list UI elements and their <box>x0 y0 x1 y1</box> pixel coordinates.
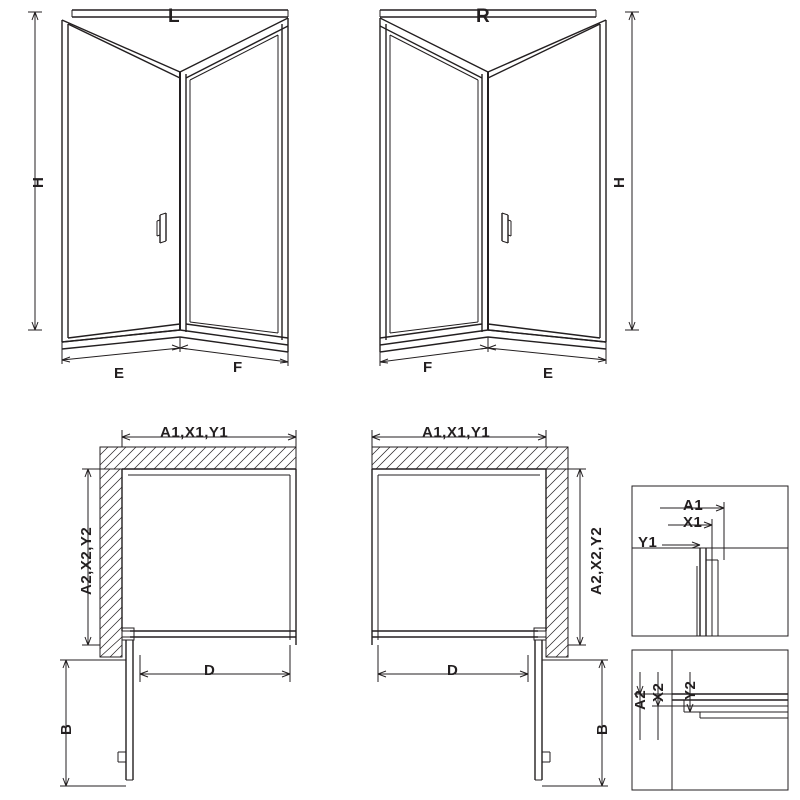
label-plan-right-top: A1,X1,Y1 <box>422 424 491 441</box>
label-swing-right: B <box>594 723 611 735</box>
plan-left-view <box>60 430 296 786</box>
label-door-right: D <box>447 662 459 679</box>
label-view-right: R <box>476 6 491 27</box>
detail-bottom-view <box>632 650 788 790</box>
iso-left-view <box>28 10 288 366</box>
label-plan-right-side: A2,X2,Y2 <box>588 526 605 595</box>
label-plan-left-top: A1,X1,Y1 <box>160 424 229 441</box>
iso-right-view <box>380 10 639 366</box>
label-detail-x1: X1 <box>683 514 703 531</box>
label-detail-x2: X2 <box>650 682 667 702</box>
detail-top-view <box>632 486 788 636</box>
label-height-right: H <box>611 176 628 188</box>
label-iso-right-side: E <box>543 365 554 382</box>
label-door-left: D <box>204 662 216 679</box>
label-view-left: L <box>168 6 181 27</box>
label-detail-a2: A2 <box>632 689 649 710</box>
label-detail-y2: Y2 <box>682 680 699 700</box>
label-iso-left-side: F <box>233 359 243 376</box>
label-iso-right-front: F <box>423 359 433 376</box>
plan-right-view <box>372 430 608 786</box>
label-iso-left-front: E <box>114 365 125 382</box>
label-detail-y1: Y1 <box>638 534 658 551</box>
label-swing-left: B <box>58 723 75 735</box>
label-height-left: H <box>30 176 47 188</box>
label-detail-a1: A1 <box>683 497 704 514</box>
label-plan-left-side: A2,X2,Y2 <box>78 526 95 595</box>
